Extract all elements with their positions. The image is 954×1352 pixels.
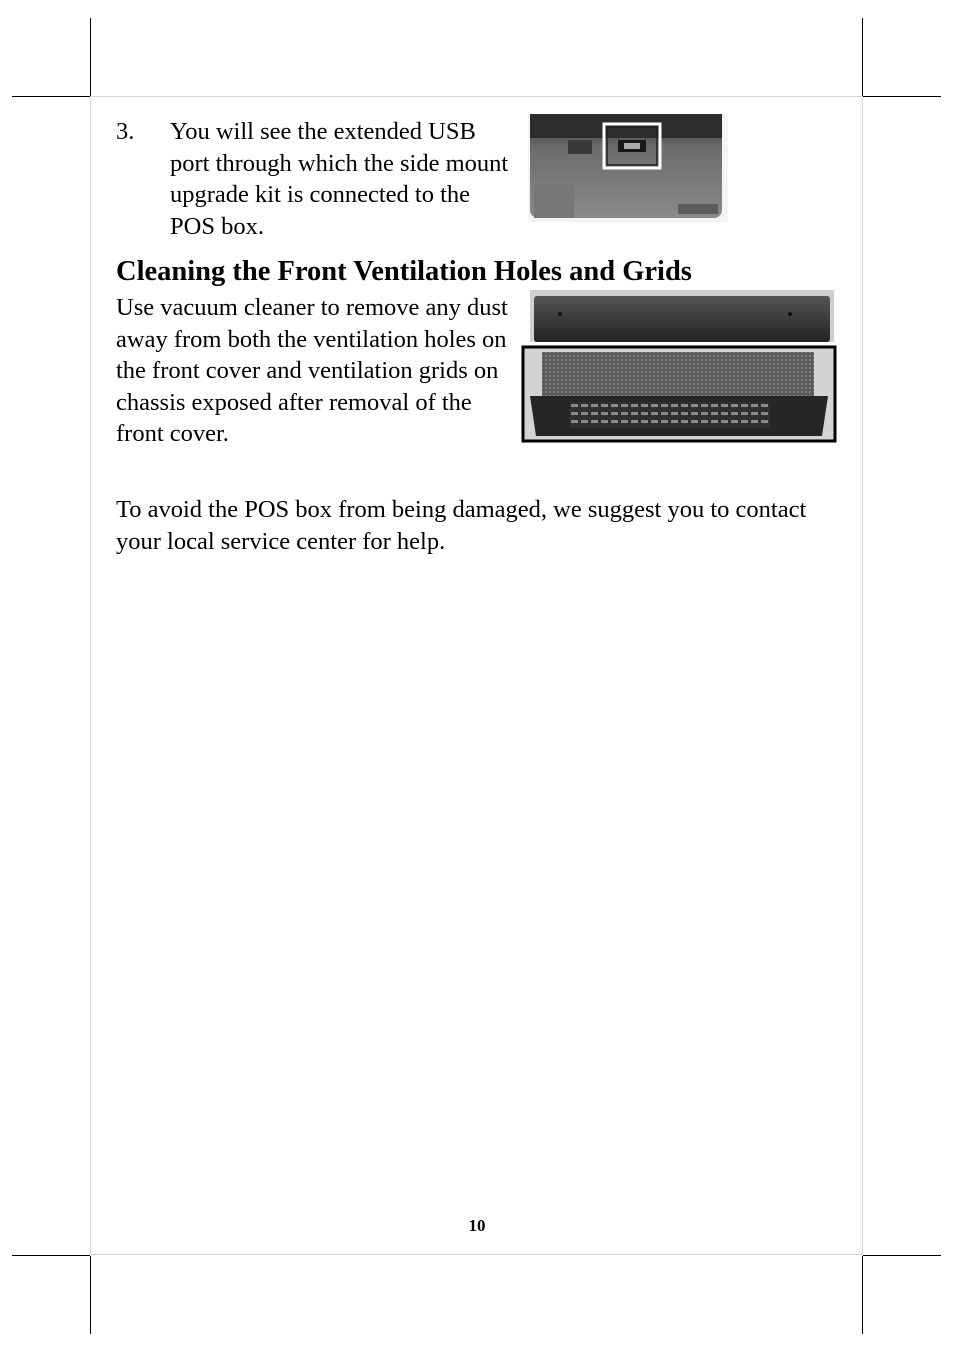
ventilation-grid-photo [520,290,838,444]
page-number: 10 [468,1216,486,1235]
crop-mark [862,18,863,96]
section-heading: Cleaning the Front Ventilation Holes and Grids [116,256,692,287]
section-paragraph: To avoid the POS box from being damaged, we suggest you to contact your local service center for help. [116,496,807,555]
crop-mark [90,1256,91,1334]
crop-mark [862,1256,863,1334]
step-text: You will see the extended USB port through which the side mount upgrade kit is connected to the POS box. [170,118,509,240]
step-number: 3. [116,118,135,145]
section-paragraph: Use vacuum cleaner to remove any dust away from both the ventilation holes on the front cover and ventilation grids on chassis exposed after removal of the front cover. [116,294,508,447]
crop-mark [12,96,90,97]
crop-mark [90,18,91,96]
crop-mark [863,96,941,97]
usb-port-photo [528,114,728,222]
crop-mark [12,1255,90,1256]
crop-mark [863,1255,941,1256]
